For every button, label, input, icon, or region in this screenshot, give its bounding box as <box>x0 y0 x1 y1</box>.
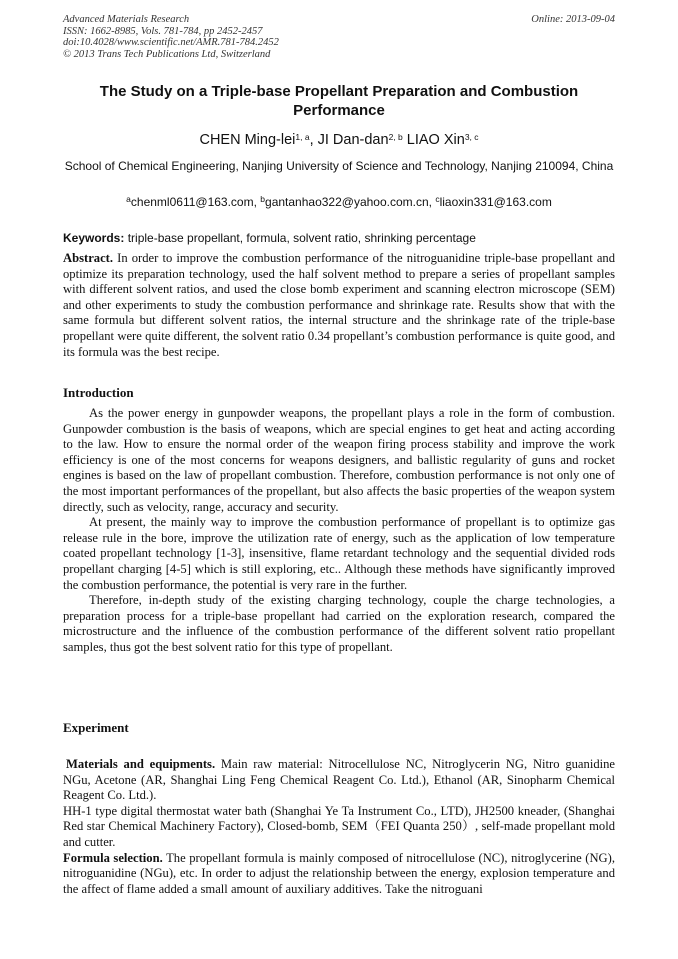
introduction-heading: Introduction <box>63 385 134 400</box>
author-name: JI Dan-dan <box>317 132 389 148</box>
abstract-text: In order to improve the combustion performance of the nitroguanidine triple-base propellant and optimize its preparation technology, used the half solvent method to prepare a series of propellant samples with different solvent ratios, and used the close bomb experiment and scanning electron microscope (SEM) and other experiments to study the combustion performance and shrinkage rate. Results show that with the same formula but different solvent ratios, the internal structure and the shrinkage rate of the triple-base propellant were quite different, the solvent ratio 0.34 propellant’s combustion performance is quite good, and its formula was the best recipe. <box>63 251 615 359</box>
affiliation: School of Chemical Engineering, Nanjing University of Science and Technology, Nanjing 210094, China <box>64 159 614 173</box>
experiment-body <box>63 757 615 897</box>
abstract <box>63 251 615 360</box>
author-affil-mark: 3, c <box>464 132 479 142</box>
paper-title: The Study on a Triple-base Propellant Preparation and Combustion Performance <box>99 83 579 119</box>
email-list <box>63 194 615 210</box>
author-name: LIAO Xin <box>406 132 465 148</box>
email-mark: a <box>126 194 131 204</box>
email-address[interactable]: liaoxin331@163.com <box>439 195 552 209</box>
keywords-text: triple-base propellant, formula, solvent ratio, shrinking percentage <box>124 231 476 245</box>
issn-line: ISSN: 1662-8985, Vols. 781-784, pp 2452-2457 <box>63 25 263 37</box>
author-affil-mark: 1, a <box>295 132 310 142</box>
copyright-line: © 2013 Trans Tech Publications Ltd, Switzerland <box>63 48 271 60</box>
journal-name: Advanced Materials Research <box>63 14 190 25</box>
email-mark: b <box>260 194 266 204</box>
formula-label: Formula selection. <box>63 850 163 865</box>
email-separator: , <box>428 195 436 209</box>
materials-paragraph <box>63 757 615 804</box>
author-list <box>63 131 615 149</box>
author-name: CHEN Ming-lei <box>199 132 296 148</box>
equipment-paragraph: HH-1 type digital thermostat water bath (Shanghai Ye Ta Instrument Co., LTD), JH2500 kneader, (Shanghai Red star Chemical Machinery Factory), Closed-bomb, SEM（FEI Quanta 250）, self-made propellant mold and cutter. <box>63 803 615 849</box>
materials-label: Materials and equipments. <box>66 757 216 771</box>
email-separator: , <box>253 195 261 209</box>
abstract-label: Abstract. <box>63 251 114 265</box>
author-affil-mark: 2, b <box>388 132 403 142</box>
author-separator: , <box>309 132 318 148</box>
journal-header <box>63 14 615 60</box>
keywords-label: Keywords: <box>63 231 125 245</box>
formula-text: The propellant formula is mainly composed of nitrocellulose (NC), nitroglycerine (NG), nitroguanidine (NGu), etc. In order to adjust the relationship between the energy, explosion temperature and the affect of flame added a small amount of auxiliary additives. Take the nitroguani <box>63 850 615 896</box>
paragraph: At present, the mainly way to improve the combustion performance of propellant is to optimize gas release rule in the bore, improve the utilization rate of energy, such as the application of low temperature coated propellant technology [1-3], insensitive, flame retardant technology and the sequential divided rods propellant charging [4-5] which is still exploring, etc.. Although these methods have significantly improved the combustion performance, the potential is very rare in the further. <box>63 515 615 592</box>
keywords <box>63 230 615 246</box>
paragraph: As the power energy in gunpowder weapons, the propellant plays a role in the form of combustion. Gunpowder combustion is the basis of weapons, which are special engines to get heat and acting according to the law. How to ensure the normal order of the weapon firing process stability and improve the work efficiency is one of the most concerns for weapons designers, and ballistic regularity of guns and rocket engines is based on the law of propellant combustion. Therefore, combustion performance is not only one of the most important performances of the propellant, but also affects the basic properties of the weapon system directly, such as velocity, range, accuracy and security. <box>63 406 615 514</box>
experiment-heading: Experiment <box>63 720 129 735</box>
paragraph: Therefore, in-depth study of the existing charging technology, couple the charge technologies, a preparation process for a triple-base propellant had carried on the exploration research, compared the microstructure and the influence of the combustion performance of the different solvent ratio propellant samples, thus got the best solvent ratio for this type of propellant. <box>63 593 615 654</box>
materials-text: Main raw material: Nitrocellulose NC, Nitroglycerin NG, Nitro guanidine NGu, Acetone (AR, Shanghai Ling Feng Chemical Reagent Co. Ltd.), Ethanol (AR, Sinopharm Chemical Reagent Co. Ltd.). <box>63 757 615 803</box>
email-address[interactable]: gantanhao322@yahoo.com.cn <box>265 195 429 209</box>
email-mark: c <box>435 194 440 204</box>
formula-paragraph <box>63 851 615 898</box>
introduction-body <box>63 406 615 656</box>
doi-line: doi:10.4028/www.scientific.net/AMR.781-784.2452 <box>63 37 279 49</box>
online-date: Online: 2013-09-04 <box>531 14 615 25</box>
email-address[interactable]: chenml0611@163.com <box>130 195 254 209</box>
